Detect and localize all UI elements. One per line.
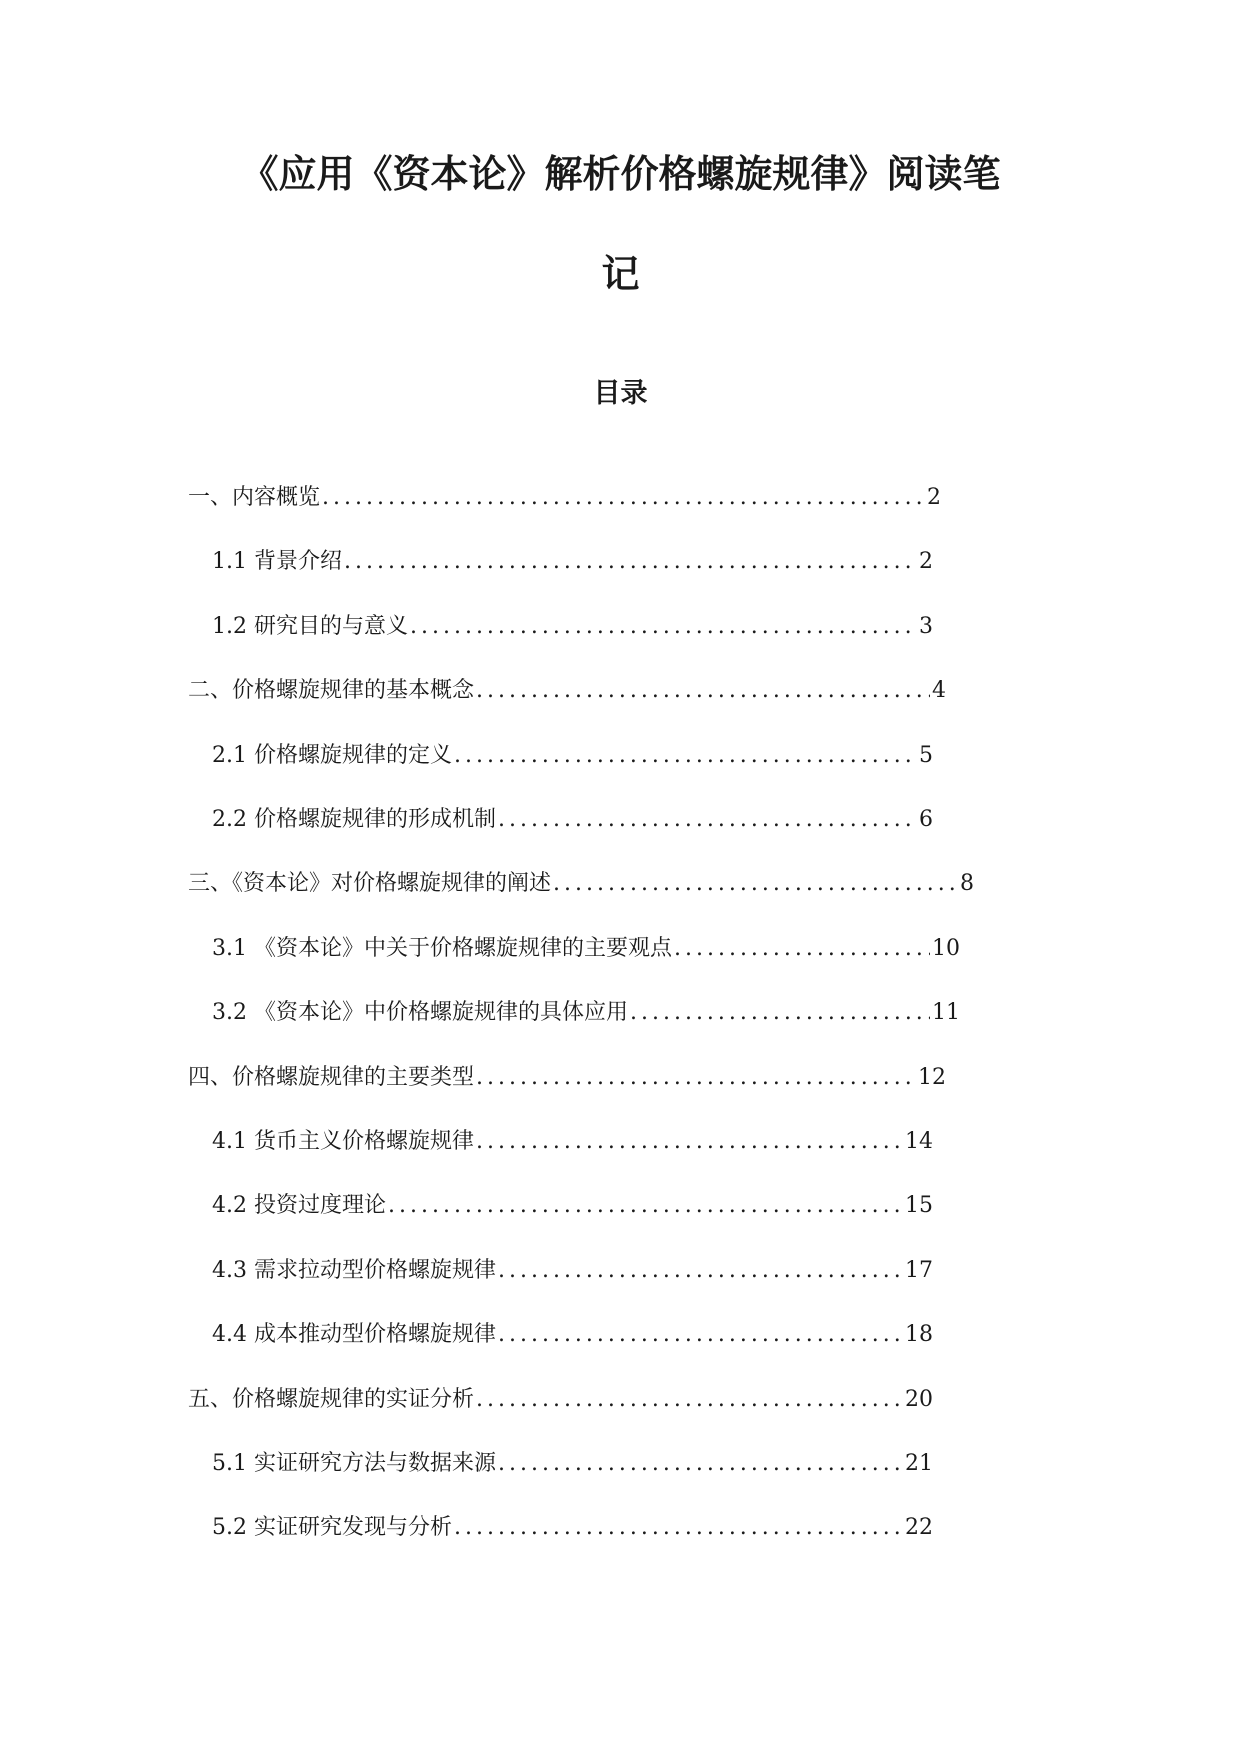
toc-entry-title: 三、《资本论》对价格螺旋规律的阐述 — [188, 871, 552, 897]
toc-entry-title: 4.3 需求拉动型价格螺旋规律 — [212, 1257, 496, 1283]
toc-entry[interactable] — [212, 611, 933, 643]
toc-entry[interactable] — [212, 740, 933, 772]
toc-dot-leader — [496, 1448, 903, 1480]
toc-entry-title: 4.1 货币主义价格螺旋规律 — [212, 1129, 474, 1154]
toc-dot-leader — [474, 675, 930, 707]
toc-entry[interactable] — [188, 482, 941, 514]
toc-entry[interactable] — [212, 1126, 933, 1158]
toc-dot-leader — [452, 1512, 903, 1544]
toc-dot-leader — [628, 997, 930, 1029]
toc-entry-title: 3.1 《资本论》中关于价格螺旋规律的主要观点 — [212, 935, 672, 961]
toc-dot-leader — [342, 546, 917, 578]
toc-entry[interactable] — [212, 1255, 933, 1287]
toc-entry[interactable] — [188, 868, 974, 900]
toc-entry[interactable] — [212, 546, 933, 578]
toc-entry-title: 1.2 研究目的与意义 — [212, 613, 408, 639]
toc-entry[interactable] — [212, 1319, 933, 1351]
toc-entry-title: 5.2 实证研究发现与分析 — [212, 1515, 452, 1541]
document-title-line-1: 《应用《资本论》解析价格螺旋规律》阅读笔 — [240, 152, 1001, 196]
toc-dot-leader — [672, 933, 930, 965]
toc-entry-title: 1.1 背景介绍 — [212, 549, 342, 575]
toc-entry-page-number: 18 — [905, 1322, 933, 1348]
toc-entry-page-number: 22 — [905, 1515, 933, 1541]
toc-entry-title: 5.1 实证研究方法与数据来源 — [212, 1451, 496, 1476]
toc-entry-title: 二、价格螺旋规律的基本概念 — [188, 678, 475, 704]
toc-entry-page-number: 17 — [905, 1257, 933, 1283]
toc-entry-title: 五、价格螺旋规律的实证分析 — [188, 1386, 475, 1412]
toc-entry-page-number: 2 — [919, 549, 933, 575]
toc-entry-title: 4.2 投资过度理论 — [212, 1193, 386, 1219]
toc-entry[interactable] — [212, 933, 960, 965]
toc-entry-page-number: 6 — [919, 807, 933, 832]
toc-entry[interactable] — [188, 675, 946, 707]
toc-entry-page-number: 3 — [919, 613, 933, 639]
toc-dot-leader — [474, 1384, 903, 1416]
toc-entry[interactable] — [188, 1062, 946, 1094]
toc-dot-leader — [408, 611, 917, 643]
toc-entry-title: 一、内容概览 — [188, 485, 321, 510]
toc-entry[interactable] — [212, 997, 960, 1029]
toc-entry-page-number: 4 — [932, 678, 946, 704]
toc-entry[interactable] — [212, 1512, 933, 1544]
toc-entry-title: 4.4 成本推动型价格螺旋规律 — [212, 1322, 496, 1348]
toc-entry-page-number: 14 — [905, 1129, 933, 1154]
toc-dot-leader — [474, 1126, 903, 1158]
toc-entry-page-number: 20 — [905, 1386, 933, 1412]
toc-entry-page-number: 21 — [905, 1451, 933, 1476]
toc-entry-title: 3.2 《资本论》中价格螺旋规律的具体应用 — [212, 1000, 628, 1026]
toc-dot-leader — [496, 1319, 903, 1351]
toc-dot-leader — [496, 1255, 903, 1287]
toc-dot-leader — [474, 1062, 916, 1094]
toc-entry-page-number: 12 — [918, 1064, 946, 1090]
toc-dot-leader — [320, 482, 925, 514]
document-title-line-2: 记 — [601, 252, 640, 296]
toc-entry-title: 2.2 价格螺旋规律的形成机制 — [212, 807, 496, 832]
toc-entry-page-number: 2 — [927, 485, 941, 510]
toc-entry-title: 2.1 价格螺旋规律的定义 — [212, 742, 452, 768]
toc-dot-leader — [386, 1190, 903, 1222]
toc-dot-leader — [452, 740, 917, 772]
toc-entry-title: 四、价格螺旋规律的主要类型 — [188, 1064, 475, 1090]
toc-entry-page-number: 5 — [919, 742, 933, 768]
toc-entry-page-number: 10 — [932, 935, 960, 961]
toc-dot-leader — [551, 868, 958, 900]
toc-entry[interactable] — [212, 804, 933, 836]
toc-entry-page-number: 11 — [932, 1000, 960, 1026]
toc-dot-leader — [496, 804, 917, 836]
toc-heading: 目录 — [593, 378, 648, 409]
toc-entry[interactable] — [212, 1190, 933, 1222]
toc-entry[interactable] — [188, 1384, 933, 1416]
toc-entry-page-number: 15 — [905, 1193, 933, 1219]
toc-entry[interactable] — [212, 1448, 933, 1480]
toc-entry-page-number: 8 — [960, 871, 974, 897]
